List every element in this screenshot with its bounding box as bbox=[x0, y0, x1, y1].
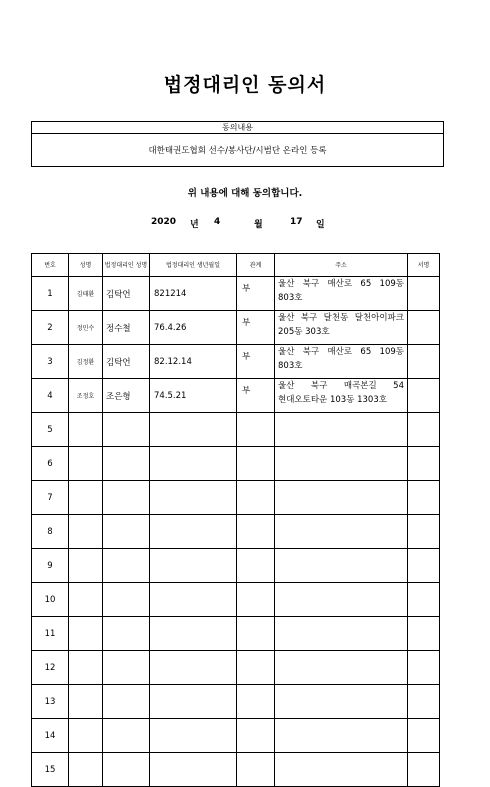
date-month-label: 월 bbox=[254, 220, 263, 230]
row-number: 15 bbox=[32, 753, 69, 787]
relation: 부 bbox=[237, 311, 275, 345]
table-row bbox=[32, 345, 440, 379]
relation bbox=[237, 549, 275, 583]
relation bbox=[237, 583, 275, 617]
row-number: 5 bbox=[32, 413, 69, 447]
table-row bbox=[32, 651, 440, 685]
member-name bbox=[69, 583, 103, 617]
table-row bbox=[32, 583, 440, 617]
header-relation: 관계 bbox=[237, 254, 275, 277]
guardian-birth: 74.5.21 bbox=[150, 379, 237, 413]
guardian-table bbox=[31, 253, 440, 787]
guardian-name bbox=[103, 549, 150, 583]
guardian-birth: 821214 bbox=[150, 277, 237, 311]
guardian-name: 김탁언 bbox=[103, 345, 150, 379]
table-header-row bbox=[32, 254, 440, 277]
table-row bbox=[32, 277, 440, 311]
guardian-name: 조은형 bbox=[103, 379, 150, 413]
member-name bbox=[69, 685, 103, 719]
row-number: 11 bbox=[32, 617, 69, 651]
address bbox=[275, 719, 408, 753]
address bbox=[275, 753, 408, 787]
guardian-name bbox=[103, 685, 150, 719]
address bbox=[275, 617, 408, 651]
header-guardian-name: 법정대리인 성명 bbox=[103, 254, 150, 277]
address bbox=[275, 481, 408, 515]
table-row bbox=[32, 549, 440, 583]
guardian-name bbox=[103, 447, 150, 481]
table-row bbox=[32, 617, 440, 651]
relation bbox=[237, 753, 275, 787]
row-number: 12 bbox=[32, 651, 69, 685]
guardian-birth bbox=[150, 447, 237, 481]
member-name bbox=[69, 413, 103, 447]
guardian-birth bbox=[150, 651, 237, 685]
address bbox=[275, 447, 408, 481]
signature-cell bbox=[408, 379, 440, 413]
table-row bbox=[32, 481, 440, 515]
address bbox=[275, 685, 408, 719]
row-number: 14 bbox=[32, 719, 69, 753]
table-row bbox=[32, 719, 440, 753]
signature-cell bbox=[408, 651, 440, 685]
relation: 부 bbox=[237, 379, 275, 413]
table-row bbox=[32, 515, 440, 549]
row-number: 7 bbox=[32, 481, 69, 515]
row-number: 3 bbox=[32, 345, 69, 379]
row-number: 13 bbox=[32, 685, 69, 719]
date-year-label: 년 bbox=[190, 220, 199, 230]
row-number: 6 bbox=[32, 447, 69, 481]
relation: 부 bbox=[237, 277, 275, 311]
guardian-birth bbox=[150, 719, 237, 753]
member-name bbox=[69, 481, 103, 515]
signature-cell bbox=[408, 583, 440, 617]
relation bbox=[237, 447, 275, 481]
guardian-name bbox=[103, 651, 150, 685]
address bbox=[275, 651, 408, 685]
row-number: 4 bbox=[32, 379, 69, 413]
header-name: 성명 bbox=[69, 254, 103, 277]
row-number: 10 bbox=[32, 583, 69, 617]
address: 울산 북구 매산로 65 109동 803호 bbox=[275, 277, 408, 311]
relation: 부 bbox=[237, 345, 275, 379]
guardian-birth bbox=[150, 413, 237, 447]
consent-body: 대한태권도협회 선수/봉사단/시범단 온라인 등록 bbox=[148, 146, 327, 156]
guardian-birth bbox=[150, 685, 237, 719]
member-name bbox=[69, 549, 103, 583]
guardian-name bbox=[103, 617, 150, 651]
guardian-birth bbox=[150, 515, 237, 549]
signature-cell bbox=[408, 311, 440, 345]
address bbox=[275, 515, 408, 549]
signature-cell bbox=[408, 685, 440, 719]
table-row bbox=[32, 447, 440, 481]
guardian-birth bbox=[150, 583, 237, 617]
signature-cell bbox=[408, 345, 440, 379]
agree-statement: 위 내용에 대해 동의합니다. bbox=[187, 188, 303, 199]
signature-cell bbox=[408, 753, 440, 787]
address bbox=[275, 413, 408, 447]
guardian-name bbox=[103, 481, 150, 515]
member-name bbox=[69, 651, 103, 685]
signature-cell bbox=[408, 481, 440, 515]
header-guardian-birth: 법정대리인 생년월일 bbox=[150, 254, 237, 277]
address: 울산 북구 달천동 달천아이파크 205동 303호 bbox=[275, 311, 408, 345]
relation bbox=[237, 481, 275, 515]
guardian-name: 김탁언 bbox=[103, 277, 150, 311]
relation bbox=[237, 651, 275, 685]
member-name bbox=[69, 515, 103, 549]
guardian-birth bbox=[150, 549, 237, 583]
guardian-name bbox=[103, 719, 150, 753]
consent-header: 동의내용 bbox=[32, 122, 443, 134]
member-name bbox=[69, 753, 103, 787]
member-name: 김태환 bbox=[69, 277, 103, 311]
table-row bbox=[32, 413, 440, 447]
address: 울산 북구 매곡본길 54 현대오토타운 103동 1303호 bbox=[275, 379, 408, 413]
table-row bbox=[32, 753, 440, 787]
consent-box bbox=[31, 121, 444, 167]
guardian-name bbox=[103, 753, 150, 787]
member-name: 조정호 bbox=[69, 379, 103, 413]
signature-cell bbox=[408, 447, 440, 481]
table-row bbox=[32, 685, 440, 719]
date-year: 2020 bbox=[151, 217, 177, 227]
relation bbox=[237, 515, 275, 549]
guardian-name bbox=[103, 583, 150, 617]
guardian-name bbox=[103, 413, 150, 447]
date-day-label: 일 bbox=[316, 220, 325, 230]
table-row bbox=[32, 311, 440, 345]
row-number: 8 bbox=[32, 515, 69, 549]
signature-cell bbox=[408, 719, 440, 753]
table-row bbox=[32, 379, 440, 413]
signature-cell bbox=[408, 617, 440, 651]
member-name bbox=[69, 447, 103, 481]
relation bbox=[237, 685, 275, 719]
relation bbox=[237, 719, 275, 753]
guardian-birth: 76.4.26 bbox=[150, 311, 237, 345]
signature-cell bbox=[408, 277, 440, 311]
header-address: 주소 bbox=[275, 254, 408, 277]
signature-cell bbox=[408, 515, 440, 549]
guardian-birth bbox=[150, 481, 237, 515]
row-number: 1 bbox=[32, 277, 69, 311]
relation bbox=[237, 413, 275, 447]
address bbox=[275, 549, 408, 583]
signature-cell bbox=[408, 549, 440, 583]
member-name bbox=[69, 719, 103, 753]
signature-cell bbox=[408, 413, 440, 447]
document-title: 법정대리인 동의서 bbox=[163, 74, 327, 96]
address: 울산 북구 매산로 65 109동 803호 bbox=[275, 345, 408, 379]
row-number: 2 bbox=[32, 311, 69, 345]
member-name: 정민수 bbox=[69, 311, 103, 345]
date-month: 4 bbox=[214, 217, 221, 227]
row-number: 9 bbox=[32, 549, 69, 583]
member-name: 김정환 bbox=[69, 345, 103, 379]
date-day: 17 bbox=[290, 217, 303, 227]
guardian-name: 정수철 bbox=[103, 311, 150, 345]
address bbox=[275, 583, 408, 617]
guardian-birth: 82.12.14 bbox=[150, 345, 237, 379]
relation bbox=[237, 617, 275, 651]
header-signature: 서명 bbox=[408, 254, 440, 277]
guardian-birth bbox=[150, 753, 237, 787]
member-name bbox=[69, 617, 103, 651]
guardian-name bbox=[103, 515, 150, 549]
header-no: 번호 bbox=[32, 254, 69, 277]
guardian-birth bbox=[150, 617, 237, 651]
